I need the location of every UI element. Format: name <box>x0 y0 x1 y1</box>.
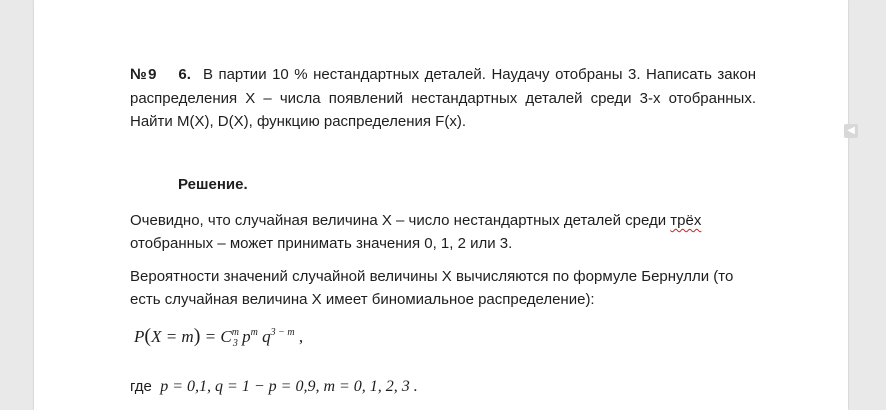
formula-p-base: p <box>242 327 251 346</box>
task-number: №9 <box>130 66 157 83</box>
document-page <box>34 0 848 410</box>
formula-c-sub: 3 <box>232 338 238 349</box>
formula-comma: , <box>298 327 304 346</box>
task-sub-number: 6. <box>178 66 191 83</box>
formula-q-base: q <box>262 327 271 346</box>
formula-p-exp: m <box>250 327 258 338</box>
formula-c: = C <box>204 327 232 346</box>
paragraph-1-text-start: Очевидно, что случайная величина X – число нестандартных деталей среди <box>130 212 671 229</box>
expand-arrow-icon[interactable]: ◀ <box>844 124 858 138</box>
where-label: где <box>130 378 152 395</box>
solution-paragraph-1 <box>130 209 756 255</box>
formula-p: P <box>134 327 145 346</box>
solution-paragraph-2: Вероятности значений случайной величины X вычисляются по формуле Бернулли (то есть случайная величина X имеет биномиальное распределение): <box>130 268 734 308</box>
task-statement <box>130 63 756 134</box>
formula-argument: X = m <box>151 327 194 346</box>
bernoulli-formula: $P(X = m) = C^m_3$ $p^m$ $q^{3 - m}$ , <box>134 325 304 349</box>
paragraph-1-text-end: отобранных – может принимать значения 0, 1, 2 или 3. <box>130 235 513 252</box>
task-text: В партии 10 % нестандартных деталей. Наудачу отобраны 3. Написать закон распределения X – числа появлений нестандартных деталей среди 3-х отобранных. Найти M(X), D(X), функцию распределения F(x). <box>130 66 756 130</box>
parameters-line <box>130 378 418 396</box>
misspelled-word[interactable]: трёх <box>670 212 702 229</box>
parameters-expression: p = 0,1, q = 1 − p = 0,9, m = 0, 1, 2, 3 . <box>160 378 418 395</box>
solution-heading: Решение. <box>178 176 248 193</box>
formula-c-sup: m <box>231 327 239 338</box>
formula-q-exp: 3 − m <box>270 327 295 338</box>
